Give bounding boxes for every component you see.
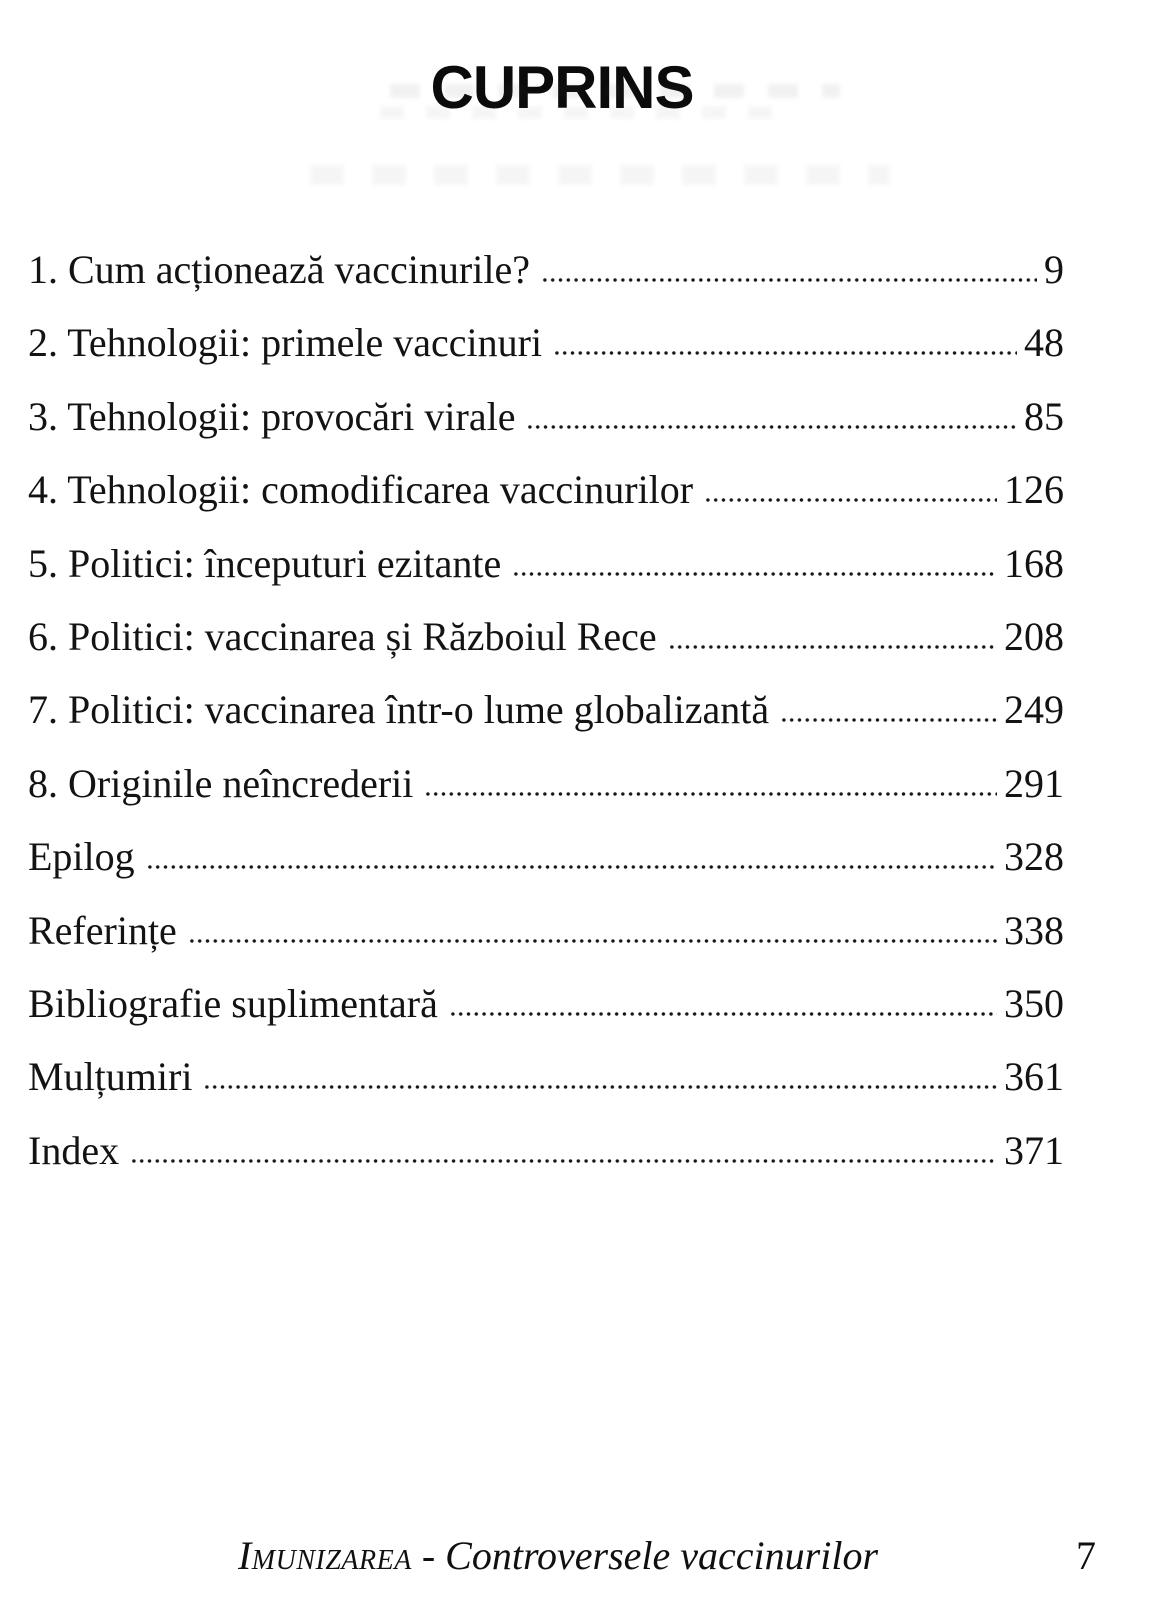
footer-subtitle: - Controversele vaccinurilor — [421, 1533, 879, 1578]
toc-entry-page: 168 — [1004, 540, 1064, 586]
toc-entry-label: 4. Tehnologii: comodificarea vaccinurilor — [28, 467, 694, 513]
page-title: CUPRINS — [430, 54, 694, 122]
toc-entry-label: 2. Tehnologii: primele vaccinuri — [28, 320, 543, 366]
toc-entry-page: 338 — [1004, 907, 1064, 953]
bleedthrough-artifact — [310, 165, 890, 185]
toc-leader-dots — [526, 424, 1017, 430]
toc-entry — [28, 894, 1064, 967]
toc-entry-label: Bibliografie suplimentară — [28, 980, 438, 1026]
footer-page-number: 7 — [1076, 1533, 1096, 1578]
toc-leader-dots — [704, 497, 997, 503]
toc-entry — [28, 600, 1064, 673]
toc-entry-page: 291 — [1004, 760, 1064, 806]
toc-entry — [28, 820, 1064, 893]
toc-entry — [28, 747, 1064, 820]
toc-leader-dots — [553, 350, 1017, 356]
toc-entry-page: 361 — [1004, 1054, 1064, 1100]
toc-entry-label: 7. Politici: vaccinarea într-o lume globalizantă — [28, 687, 770, 733]
toc-entry — [28, 306, 1064, 379]
toc-list — [28, 233, 1064, 1187]
toc-entry — [28, 967, 1064, 1040]
toc-entry-page: 371 — [1004, 1127, 1064, 1173]
toc-leader-dots — [130, 1158, 997, 1164]
toc-entry-page: 126 — [1004, 467, 1064, 513]
toc-entry-label: Mulțumiri — [28, 1054, 193, 1100]
toc-entry-label: Index — [28, 1127, 120, 1173]
toc-leader-dots — [780, 717, 997, 723]
toc-entry-page: 85 — [1024, 393, 1064, 439]
toc-leader-dots — [668, 644, 997, 650]
toc-entry-label: 1. Cum acționează vaccinurile? — [28, 247, 530, 292]
toc-entry — [28, 1114, 1064, 1187]
footer-running-title — [0, 1532, 1116, 1579]
toc-leader-dots — [188, 938, 997, 944]
toc-entry-page: 208 — [1004, 613, 1064, 659]
toc-entry-label: 6. Politici: vaccinarea și Războiul Rece — [28, 613, 657, 659]
toc-leader-dots — [203, 1084, 997, 1090]
page-footer — [0, 1532, 1160, 1588]
toc-entry-page: 350 — [1004, 980, 1064, 1026]
toc-entry-page: 249 — [1004, 687, 1064, 733]
toc-entry — [28, 1040, 1064, 1113]
toc-entry-label: Epilog — [28, 834, 135, 880]
toc-leader-dots — [512, 571, 997, 577]
toc-entry-page: 9 — [1044, 247, 1064, 292]
toc-leader-dots — [146, 864, 997, 870]
toc-entry — [28, 380, 1064, 453]
toc-entry-page: 328 — [1004, 834, 1064, 880]
toc-entry — [28, 233, 1064, 306]
footer-book-title: Imunizarea — [237, 1533, 412, 1578]
toc-leader-dots — [541, 277, 1037, 283]
toc-entry — [28, 453, 1064, 526]
toc-leader-dots — [424, 791, 997, 797]
toc-entry — [28, 673, 1064, 746]
toc-entry-label: 8. Originile neîncrederii — [28, 760, 414, 806]
toc-entry-label: 5. Politici: începuturi ezitante — [28, 540, 502, 586]
toc-entry-label: Referințe — [28, 907, 177, 953]
toc-leader-dots — [449, 1011, 997, 1017]
toc-entry — [28, 527, 1064, 600]
toc-entry-page: 48 — [1024, 320, 1064, 366]
toc-entry-label: 3. Tehnologii: provocări virale — [28, 393, 516, 439]
